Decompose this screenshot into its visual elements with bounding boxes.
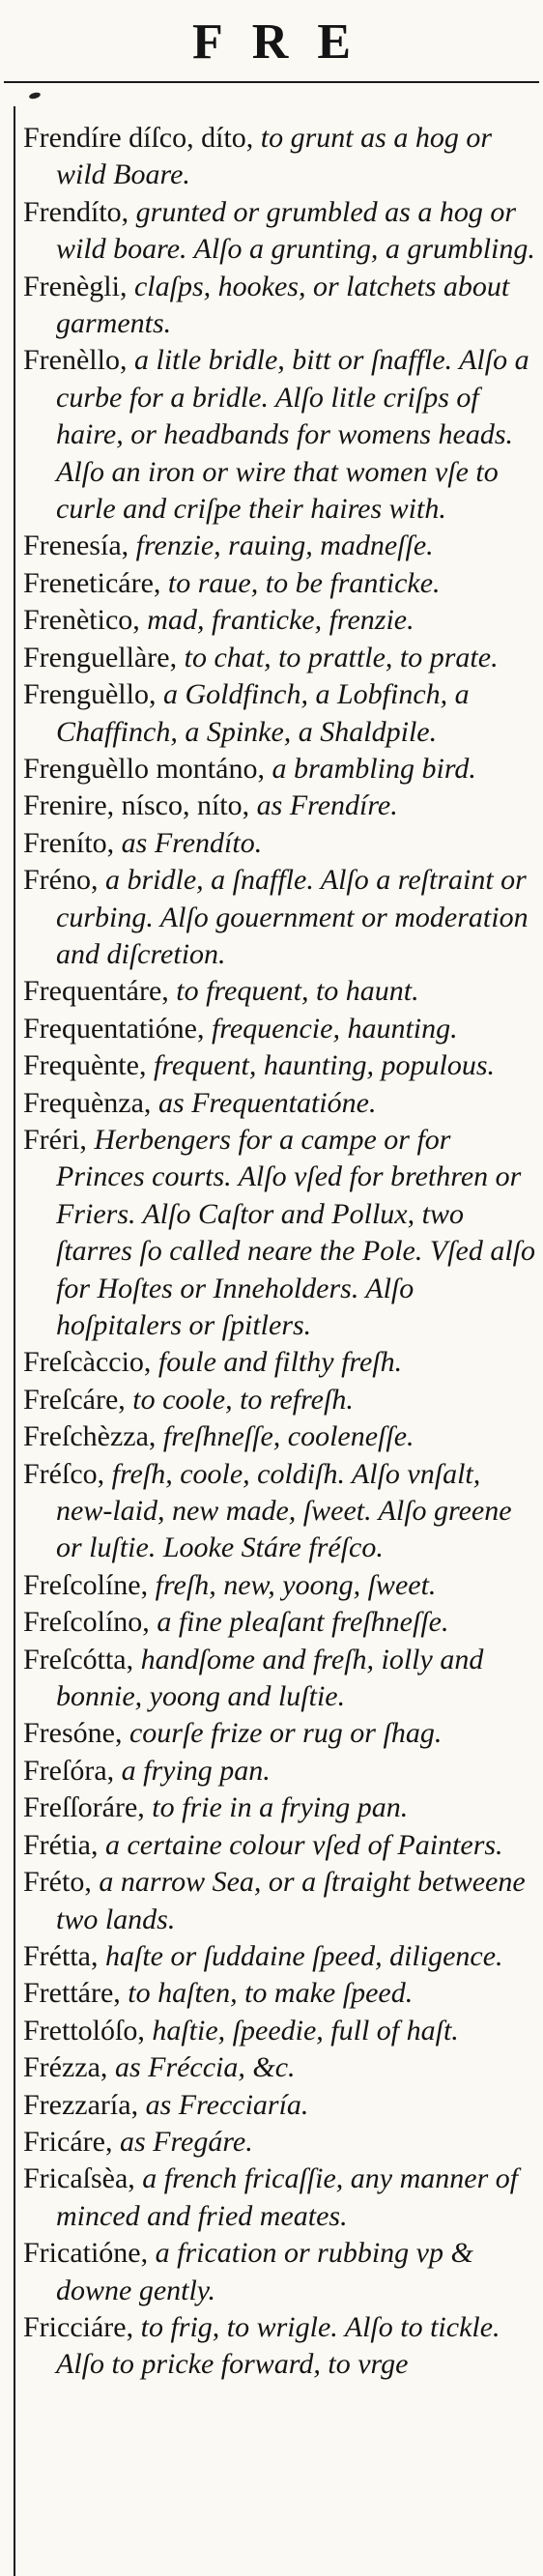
dictionary-entry — [23, 1753, 537, 1789]
entry-definition: a certaine colour vſed of Painters. — [98, 1828, 503, 1861]
entry-headword: Frequentatióne, — [23, 1012, 205, 1045]
entry-definition: haſtie, ſpeedie, full of haſt. — [144, 2014, 459, 2046]
dictionary-entry — [23, 565, 537, 602]
dictionary-entry — [23, 269, 537, 343]
dictionary-entry — [23, 120, 537, 194]
dictionary-entry — [23, 2235, 537, 2309]
entry-headword: Freſóra, — [23, 1754, 115, 1787]
entry-headword: Freſſoráre, — [23, 1791, 145, 1824]
dictionary-entry — [23, 2124, 537, 2161]
entry-headword: Fricáre, — [23, 2125, 113, 2158]
entry-headword: Frenesía, — [23, 530, 129, 562]
dictionary-entry — [23, 1456, 537, 1567]
entry-headword: Frétia, — [23, 1828, 99, 1861]
entry-definition: to frie in a frying pan. — [144, 1791, 409, 1824]
dictionary-entry — [23, 640, 537, 676]
entry-headword: Frettolóſo, — [23, 2014, 145, 2046]
entry-headword: Freníto, — [23, 826, 115, 859]
entry-definition: as Frequentatióne. — [151, 1086, 377, 1119]
entry-definition: to frequent, to haunt. — [168, 975, 419, 1008]
entry-definition: a narrow Sea, or a ſtraight betweene two lands. — [56, 1866, 526, 1935]
entry-definition: as Frendíre. — [249, 789, 398, 822]
entry-definition: grunted or grumbled as a hog or wild boare. Alſo a grunting, a grumbling. — [56, 195, 535, 266]
entry-headword: Frequènza, — [23, 1086, 152, 1119]
entry-definition: as Frendíto. — [114, 826, 263, 859]
entry-definition: freſh, new, yoong, ſweet. — [148, 1568, 437, 1601]
entry-definition: Herbengers for a campe or for Princes courts. Alſo vſed for brethren or Friers. Alſo Caſtor and Pollux, two ſtarres ſo called neare the Pole. Vſed alſo for Hoſtes or Inneholders. Alſo hoſpitalers or ſpitlers. — [56, 1123, 535, 1341]
entry-list — [23, 120, 537, 2384]
dictionary-entry — [23, 862, 537, 973]
entry-headword: Fréto, — [23, 1866, 92, 1899]
entry-definition: freſh, coole, coldiſh. Alſo vnſalt, new-laid, new made, ſweet. Alſo greene or luſtie. Looke Stáre fréſco. — [56, 1457, 512, 1564]
dictionary-entry — [23, 1715, 537, 1752]
dictionary-entry — [23, 2087, 537, 2124]
ink-mark — [28, 92, 41, 100]
entry-definition: as Fregáre. — [112, 2125, 253, 2158]
entry-definition: haſte or ſuddaine ſpeed, diligence. — [98, 1939, 503, 1972]
entry-definition: freſhneſſe, cooleneſſe. — [156, 1420, 414, 1453]
dictionary-entry — [23, 751, 537, 787]
entry-headword: Frettáre, — [23, 1977, 121, 2010]
dictionary-entry — [23, 1938, 537, 1975]
dictionary-entry — [23, 1604, 537, 1641]
entry-definition: to haſten, to make ſpeed. — [120, 1977, 414, 2010]
entry-headword: Frendíre díſco, díto, — [23, 122, 254, 154]
entry-definition: to chat, to prattle, to prate. — [177, 641, 499, 673]
dictionary-entry — [23, 2049, 537, 2086]
dictionary-entry — [23, 1382, 537, 1418]
dictionary-entry — [23, 602, 537, 639]
dictionary-entry — [23, 787, 537, 824]
dictionary-entry — [23, 825, 537, 862]
entry-definition: to frig, to wrigle. Alſo to tickle. Alſo to pricke forward, to vrge — [56, 2310, 500, 2381]
entry-definition: claſps, hookes, or latchets about garments. — [56, 270, 510, 340]
entry-headword: Frenguèllo montáno, — [23, 752, 265, 785]
entry-headword: Fricaſsèa, — [23, 2162, 135, 2195]
dictionary-entry — [23, 1642, 537, 1716]
dictionary-entry — [23, 1827, 537, 1864]
entry-definition: a Goldfinch, a Lobfinch, a Chaffinch, a Spinke, a Shaldpile. — [56, 678, 470, 748]
column-rule — [14, 106, 15, 2576]
entry-definition: foule and filthy freſh. — [151, 1346, 403, 1379]
entry-headword: Fréno, — [23, 864, 99, 897]
dictionary-entry — [23, 1011, 537, 1047]
entry-headword: Freſcolíno, — [23, 1606, 150, 1639]
entry-definition: a frication or rubbing vp & downe gently. — [56, 2237, 473, 2306]
entry-definition: a frying pan. — [114, 1754, 271, 1787]
entry-definition: a french fricaſſie, any manner of minced and fried meates. — [56, 2162, 519, 2232]
entry-headword: Freſchèzza, — [23, 1420, 157, 1453]
dictionary-entry — [23, 1085, 537, 1122]
dictionary-entry — [23, 676, 537, 751]
entry-headword: Freſcótta, — [23, 1643, 134, 1675]
header-rule — [4, 81, 539, 83]
entry-definition: as Frecciaría. — [138, 2088, 309, 2121]
entry-headword: Fricatióne, — [23, 2237, 149, 2270]
entry-definition: frequent, haunting, populous. — [146, 1049, 496, 1082]
entry-definition: to coole, to refreſh. — [125, 1383, 354, 1416]
entry-headword: Frequentáre, — [23, 975, 169, 1008]
entry-definition: frenzie, rauing, madneſſe. — [129, 530, 434, 562]
entry-headword: Frenètico, — [23, 604, 140, 637]
entry-definition: handſome and freſh, iolly and bonnie, yoong and luſtie. — [56, 1643, 484, 1713]
running-head: FRE — [192, 14, 380, 70]
entry-definition: a litle bridle, bitt or ſnaffle. Alſo a curbe for a bridle. Alſo litle criſps of haire, or headbands for womens heads. Alſo an iron or wire that women vſe to curle and criſpe their haires with. — [56, 344, 529, 526]
entry-headword: Fréſco, — [23, 1457, 105, 1490]
entry-headword: Freſcolíne, — [23, 1568, 149, 1601]
dictionary-entry — [23, 1122, 537, 1344]
dictionary-entry — [23, 2309, 537, 2384]
entry-definition: a fine pleaſant freſhneſſe. — [149, 1606, 449, 1639]
dictionary-entry — [23, 1047, 537, 1084]
entry-headword: Frequènte, — [23, 1049, 147, 1082]
dictionary-entry — [23, 973, 537, 1010]
entry-definition: a brambling bird. — [264, 752, 476, 785]
dictionary-entry — [23, 1567, 537, 1604]
dictionary-entry — [23, 1418, 537, 1455]
entry-headword: Fresóne, — [23, 1717, 123, 1750]
entry-definition: a bridle, a ſnaffle. Alſo a reſtraint or curbing. Alſo gouernment or moderation and diſcretion. — [56, 864, 529, 970]
dictionary-entry — [23, 194, 537, 269]
entry-headword: Frenire, nísco, níto, — [23, 789, 250, 822]
dictionary-entry — [23, 2161, 537, 2235]
entry-headword: Fréri, — [23, 1123, 87, 1156]
entry-headword: Frenguellàre, — [23, 641, 178, 673]
dictionary-entry — [23, 342, 537, 528]
dictionary-entry — [23, 528, 537, 564]
entry-definition: to grunt as a hog or wild Boare. — [56, 122, 492, 191]
dictionary-entry — [23, 1864, 537, 1938]
entry-definition: to raue, to be franticke. — [160, 566, 441, 599]
page-header — [0, 0, 543, 106]
entry-definition: frequencie, haunting. — [204, 1012, 458, 1045]
entry-headword: Freſcáre, — [23, 1383, 126, 1416]
entry-definition: as Fréccia, &c. — [107, 2051, 296, 2084]
entry-headword: Frenguèllo, — [23, 678, 157, 711]
entry-headword: Frétta, — [23, 1939, 99, 1972]
dictionary-entry — [23, 2013, 537, 2049]
dictionary-entry — [23, 1344, 537, 1381]
entry-definition: courſe frize or rug or ſhag. — [122, 1717, 443, 1750]
entry-headword: Frenèllo, — [23, 344, 128, 377]
entry-headword: Frenègli, — [23, 270, 128, 302]
dictionary-entry — [23, 1789, 537, 1826]
entry-headword: Freſcàccio, — [23, 1346, 152, 1379]
entry-headword: Freneticáre, — [23, 566, 161, 599]
entry-headword: Frezzaría, — [23, 2088, 139, 2121]
dictionary-entry — [23, 1975, 537, 2012]
entry-definition: mad, franticke, frenzie. — [139, 604, 414, 637]
entry-headword: Frézza, — [23, 2051, 108, 2084]
entry-headword: Frendíto, — [23, 195, 129, 228]
entry-headword: Fricciáre, — [23, 2310, 134, 2343]
